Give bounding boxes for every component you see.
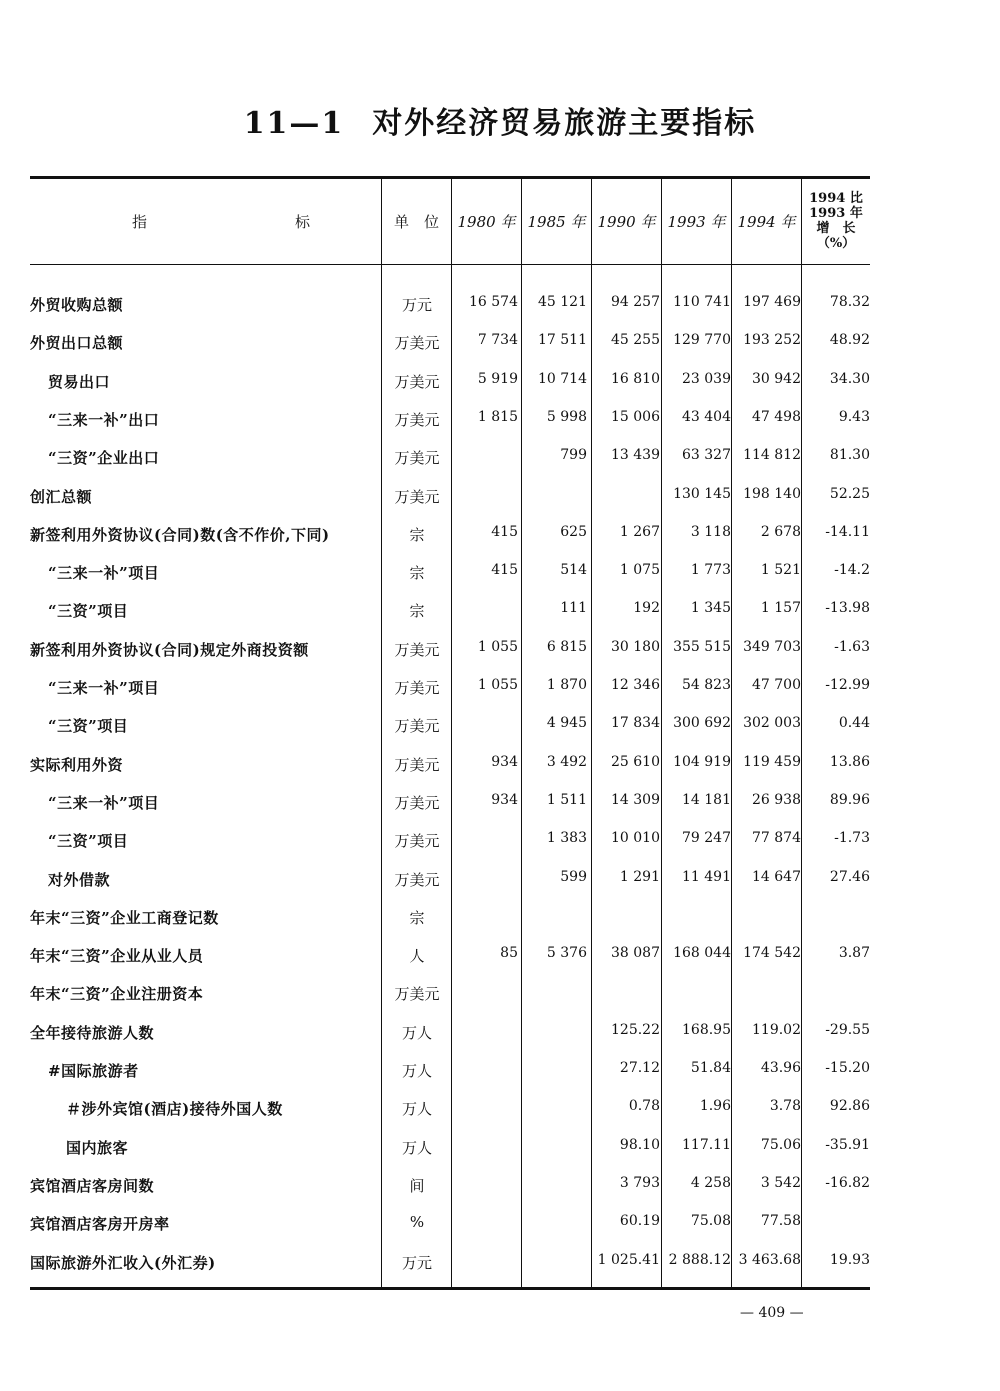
row-unit: 万美元 bbox=[394, 755, 440, 774]
row-indicator: 新签利用外资协议(合同)规定外商投资额 bbox=[30, 640, 309, 659]
row-unit: 宗 bbox=[409, 602, 425, 621]
table-row bbox=[30, 1018, 870, 1048]
row-value: 1 511 bbox=[546, 791, 587, 808]
row-value: 1 267 bbox=[619, 523, 660, 540]
row-indicator: 年末“三资”企业从业人员 bbox=[30, 947, 204, 966]
row-indicator: “三资”企业出口 bbox=[48, 449, 160, 468]
table-row bbox=[30, 1133, 870, 1163]
row-indicator: 新签利用外资协议(合同)数(含不作价,下同) bbox=[30, 525, 330, 544]
table-row bbox=[30, 328, 870, 358]
row-value: 302 003 bbox=[743, 715, 801, 732]
row-indicator: “三来一补”出口 bbox=[48, 410, 160, 429]
table-row bbox=[30, 290, 870, 320]
row-value: -29.55 bbox=[825, 1021, 870, 1038]
row-value: 12 346 bbox=[611, 677, 660, 693]
row-value: -1.63 bbox=[834, 638, 870, 655]
table-row bbox=[30, 1094, 870, 1124]
row-value: 599 bbox=[560, 868, 587, 885]
row-value: 47 700 bbox=[752, 677, 801, 693]
table-row bbox=[30, 903, 870, 933]
header-growth bbox=[802, 178, 870, 264]
row-unit: 宗 bbox=[409, 525, 425, 544]
row-value: 27.12 bbox=[619, 1060, 660, 1076]
row-unit: 万人 bbox=[401, 1138, 432, 1157]
row-value: 1 157 bbox=[760, 600, 801, 617]
row-value: 415 bbox=[491, 523, 518, 540]
row-value: 130 145 bbox=[673, 485, 731, 502]
row-value: 129 770 bbox=[673, 332, 731, 349]
row-value: 300 692 bbox=[673, 715, 731, 732]
header-year-1990: 1990 年 bbox=[597, 212, 656, 231]
row-value: 17 511 bbox=[538, 332, 587, 349]
row-value: 117.11 bbox=[682, 1136, 731, 1153]
row-value: 9.43 bbox=[838, 408, 870, 425]
row-value: 52.25 bbox=[829, 485, 870, 502]
row-indicator: “三资”项目 bbox=[48, 832, 129, 851]
row-unit: 万人 bbox=[401, 1062, 432, 1080]
row-indicator: 国内旅客 bbox=[66, 1138, 129, 1157]
row-value: 168.95 bbox=[682, 1021, 731, 1038]
row-value: 45 255 bbox=[611, 332, 660, 349]
row-value: 3.78 bbox=[769, 1098, 801, 1115]
row-value: 30 180 bbox=[611, 638, 660, 655]
row-value: 5 919 bbox=[477, 370, 518, 387]
row-value: 7 734 bbox=[477, 332, 518, 349]
row-value: 16 810 bbox=[611, 370, 660, 387]
row-value: 1 815 bbox=[477, 408, 518, 425]
row-value: 3 492 bbox=[546, 753, 587, 770]
row-value: 934 bbox=[491, 753, 518, 770]
row-indicator: 外贸出口总额 bbox=[30, 334, 124, 353]
row-value: 1.96 bbox=[699, 1098, 731, 1115]
row-value: 85 bbox=[500, 945, 518, 962]
row-value: 79 247 bbox=[682, 830, 731, 847]
row-value: 10 010 bbox=[611, 830, 660, 847]
header-year-1994: 1994 年 bbox=[737, 212, 796, 231]
row-value: 193 252 bbox=[743, 332, 801, 349]
table-row bbox=[30, 596, 870, 626]
row-value: 34.30 bbox=[829, 370, 870, 387]
header-growth-line: 增 长 bbox=[816, 221, 856, 236]
row-value: 75.08 bbox=[690, 1213, 731, 1230]
row-indicator: 创汇总额 bbox=[30, 487, 93, 506]
header-growth-line: 1993 年 bbox=[809, 206, 863, 221]
table-row bbox=[30, 979, 870, 1009]
row-value: 2 678 bbox=[760, 523, 801, 540]
row-indicator: #国际旅游者 bbox=[48, 1062, 139, 1080]
row-value: 77 874 bbox=[752, 830, 801, 847]
header-growth-line: （%） bbox=[816, 236, 856, 251]
row-unit: 宗 bbox=[409, 908, 425, 927]
row-value: 16 574 bbox=[469, 294, 518, 310]
row-unit: 万美元 bbox=[394, 870, 440, 889]
row-value: 43 404 bbox=[682, 408, 731, 425]
row-value: 349 703 bbox=[743, 638, 801, 655]
row-unit: 万美元 bbox=[394, 449, 440, 468]
row-unit: 间 bbox=[409, 1176, 425, 1195]
table-row bbox=[30, 635, 870, 665]
row-value: 1 383 bbox=[546, 830, 587, 847]
table-row bbox=[30, 482, 870, 512]
row-value: 94 257 bbox=[611, 294, 660, 310]
row-value: -15.20 bbox=[825, 1060, 870, 1076]
table-number: 11—1 bbox=[243, 106, 345, 141]
row-unit: 宗 bbox=[409, 564, 425, 583]
row-indicator: 实际利用外资 bbox=[30, 755, 124, 774]
row-value: 355 515 bbox=[673, 638, 731, 655]
header-year-1980: 1980 年 bbox=[457, 212, 516, 231]
row-value: 14 309 bbox=[611, 791, 660, 808]
table-row bbox=[30, 520, 870, 550]
row-value: 47 498 bbox=[752, 408, 801, 425]
row-unit: % bbox=[409, 1213, 425, 1232]
row-value: 4 258 bbox=[690, 1174, 731, 1191]
row-value: 514 bbox=[560, 562, 587, 579]
row-value: 77.58 bbox=[760, 1213, 801, 1230]
table-row bbox=[30, 1056, 870, 1086]
row-unit: 万美元 bbox=[394, 832, 440, 851]
header-rule bbox=[30, 264, 870, 265]
header-indicator-left: 指 bbox=[132, 212, 148, 231]
row-value: 4 945 bbox=[546, 715, 587, 732]
table-row bbox=[30, 1248, 870, 1278]
row-value: 63 327 bbox=[682, 447, 731, 464]
row-value: 415 bbox=[491, 562, 518, 579]
row-value: -13.98 bbox=[825, 600, 870, 617]
row-value: 3.87 bbox=[838, 945, 870, 962]
row-value: 78.32 bbox=[829, 294, 870, 310]
row-indicator: 宾馆酒店客房开房率 bbox=[30, 1215, 170, 1234]
row-indicator: 年末“三资”企业注册资本 bbox=[30, 985, 204, 1004]
row-unit: 万美元 bbox=[394, 679, 440, 697]
row-value: 75.06 bbox=[760, 1136, 801, 1153]
row-indicator: “三资”项目 bbox=[48, 717, 129, 736]
table-row bbox=[30, 941, 870, 971]
row-value: 60.19 bbox=[619, 1213, 660, 1230]
row-unit: 万美元 bbox=[394, 334, 440, 353]
header-indicator bbox=[30, 178, 380, 264]
row-value: 168 044 bbox=[673, 945, 731, 962]
row-indicator: 国际旅游外汇收入(外汇券) bbox=[30, 1253, 216, 1272]
row-value: 98.10 bbox=[619, 1136, 660, 1153]
table-row bbox=[30, 826, 870, 856]
row-indicator: “三来一补”项目 bbox=[48, 679, 160, 697]
row-value: 1 025.41 bbox=[597, 1251, 660, 1268]
row-value: 3 463.68 bbox=[738, 1251, 801, 1268]
row-indicator: “三资”项目 bbox=[48, 602, 129, 621]
row-value: 14 181 bbox=[682, 791, 731, 808]
row-value: -35.91 bbox=[825, 1136, 870, 1153]
row-value: 3 118 bbox=[690, 523, 731, 540]
row-value: 38 087 bbox=[611, 945, 660, 962]
row-indicator: “三来一补”项目 bbox=[48, 793, 160, 812]
row-value: -12.99 bbox=[825, 677, 870, 693]
row-indicator: 全年接待旅游人数 bbox=[30, 1023, 155, 1042]
row-indicator: ＃涉外宾馆(酒店)接待外国人数 bbox=[66, 1100, 283, 1119]
table-row bbox=[30, 1171, 870, 1201]
row-unit: 万美元 bbox=[394, 717, 440, 736]
row-indicator: 宾馆酒店客房间数 bbox=[30, 1176, 155, 1195]
row-value: 11 491 bbox=[682, 868, 731, 885]
row-indicator: 年末“三资”企业工商登记数 bbox=[30, 908, 219, 927]
row-value: 104 919 bbox=[673, 753, 731, 770]
row-value: 3 793 bbox=[619, 1174, 660, 1191]
row-unit: 万元 bbox=[401, 1253, 432, 1272]
table-row bbox=[30, 865, 870, 895]
row-value: 10 714 bbox=[538, 370, 587, 387]
row-value: 43.96 bbox=[760, 1060, 801, 1076]
row-unit: 万元 bbox=[401, 296, 432, 314]
table-row bbox=[30, 405, 870, 435]
table-row bbox=[30, 673, 870, 703]
row-value: 26 938 bbox=[752, 791, 801, 808]
row-value: 13 439 bbox=[611, 447, 660, 464]
row-value: -1.73 bbox=[834, 830, 870, 847]
table-row bbox=[30, 788, 870, 818]
row-value: 119 459 bbox=[743, 753, 801, 770]
row-unit: 万美元 bbox=[394, 410, 440, 429]
row-value: 1 055 bbox=[477, 638, 518, 655]
row-value: 198 140 bbox=[743, 485, 801, 502]
row-value: 125.22 bbox=[611, 1021, 660, 1038]
row-unit: 万美元 bbox=[394, 487, 440, 506]
row-value: 119.02 bbox=[752, 1021, 801, 1038]
row-value: 111 bbox=[560, 600, 587, 617]
table-row bbox=[30, 711, 870, 741]
row-value: 45 121 bbox=[538, 294, 587, 310]
table-row bbox=[30, 750, 870, 780]
row-unit: 万人 bbox=[401, 1100, 432, 1119]
page-title bbox=[0, 98, 1000, 142]
row-value: 51.84 bbox=[690, 1060, 731, 1076]
row-value: 25 610 bbox=[611, 753, 660, 770]
table-row bbox=[30, 367, 870, 397]
row-value: 3 542 bbox=[760, 1174, 801, 1191]
row-indicator: “三来一补”项目 bbox=[48, 564, 160, 583]
table-row bbox=[30, 1209, 870, 1239]
row-indicator: 对外借款 bbox=[48, 870, 111, 889]
page-number: — 409 — bbox=[740, 1305, 804, 1321]
row-value: 192 bbox=[633, 600, 660, 617]
row-value: 1 291 bbox=[619, 868, 660, 885]
row-value: 110 741 bbox=[673, 294, 731, 310]
row-value: 197 469 bbox=[743, 294, 801, 310]
header-indicator-right: 标 bbox=[294, 212, 310, 231]
row-value: 5 376 bbox=[546, 945, 587, 962]
row-value: 27.46 bbox=[829, 868, 870, 885]
row-value: 54 823 bbox=[682, 677, 731, 693]
row-value: 1 773 bbox=[690, 562, 731, 579]
row-unit: 万美元 bbox=[394, 793, 440, 812]
header-unit: 单 位 bbox=[393, 212, 439, 231]
table-title: 对外经济贸易旅游主要指标 bbox=[372, 106, 757, 141]
row-value: 114 812 bbox=[743, 447, 801, 464]
row-value: 23 039 bbox=[682, 370, 731, 387]
row-value: 1 870 bbox=[546, 677, 587, 693]
row-value: 30 942 bbox=[752, 370, 801, 387]
row-indicator: 贸易出口 bbox=[48, 372, 111, 391]
row-value: 6 815 bbox=[546, 638, 587, 655]
row-unit: 万人 bbox=[401, 1023, 432, 1042]
row-value: 1 075 bbox=[619, 562, 660, 579]
row-value: 5 998 bbox=[546, 408, 587, 425]
row-value: 15 006 bbox=[611, 408, 660, 425]
row-value: 14 647 bbox=[752, 868, 801, 885]
row-value: 81.30 bbox=[829, 447, 870, 464]
row-unit: 万美元 bbox=[394, 985, 440, 1004]
row-value: 799 bbox=[560, 447, 587, 464]
row-unit: 万美元 bbox=[394, 372, 440, 391]
row-value: 89.96 bbox=[829, 791, 870, 808]
row-value: 1 345 bbox=[690, 600, 731, 617]
row-value: 1 055 bbox=[477, 677, 518, 693]
row-indicator: 外贸收购总额 bbox=[30, 296, 124, 314]
table-row bbox=[30, 558, 870, 588]
header-year-1993: 1993 年 bbox=[667, 212, 726, 231]
row-value: 0.78 bbox=[628, 1098, 660, 1115]
row-value: 48.92 bbox=[829, 332, 870, 349]
row-unit: 人 bbox=[409, 947, 425, 966]
row-value: 13.86 bbox=[829, 753, 870, 770]
header-growth-line: 1994 比 bbox=[809, 191, 863, 206]
header-year-1985: 1985 年 bbox=[527, 212, 586, 231]
row-value: 92.86 bbox=[829, 1098, 870, 1115]
table-row bbox=[30, 443, 870, 473]
row-value: 1 521 bbox=[760, 562, 801, 579]
row-value: 17 834 bbox=[611, 715, 660, 732]
row-value: -14.2 bbox=[834, 562, 870, 579]
row-value: 174 542 bbox=[743, 945, 801, 962]
row-value: 2 888.12 bbox=[668, 1251, 731, 1268]
row-value: -16.82 bbox=[825, 1174, 870, 1191]
row-value: 19.93 bbox=[829, 1251, 870, 1268]
table-bottom-rule bbox=[30, 1287, 870, 1290]
row-value: -14.11 bbox=[825, 523, 870, 540]
row-unit: 万美元 bbox=[394, 640, 440, 659]
row-value: 625 bbox=[560, 523, 587, 540]
row-value: 934 bbox=[491, 791, 518, 808]
row-value: 0.44 bbox=[838, 715, 870, 732]
